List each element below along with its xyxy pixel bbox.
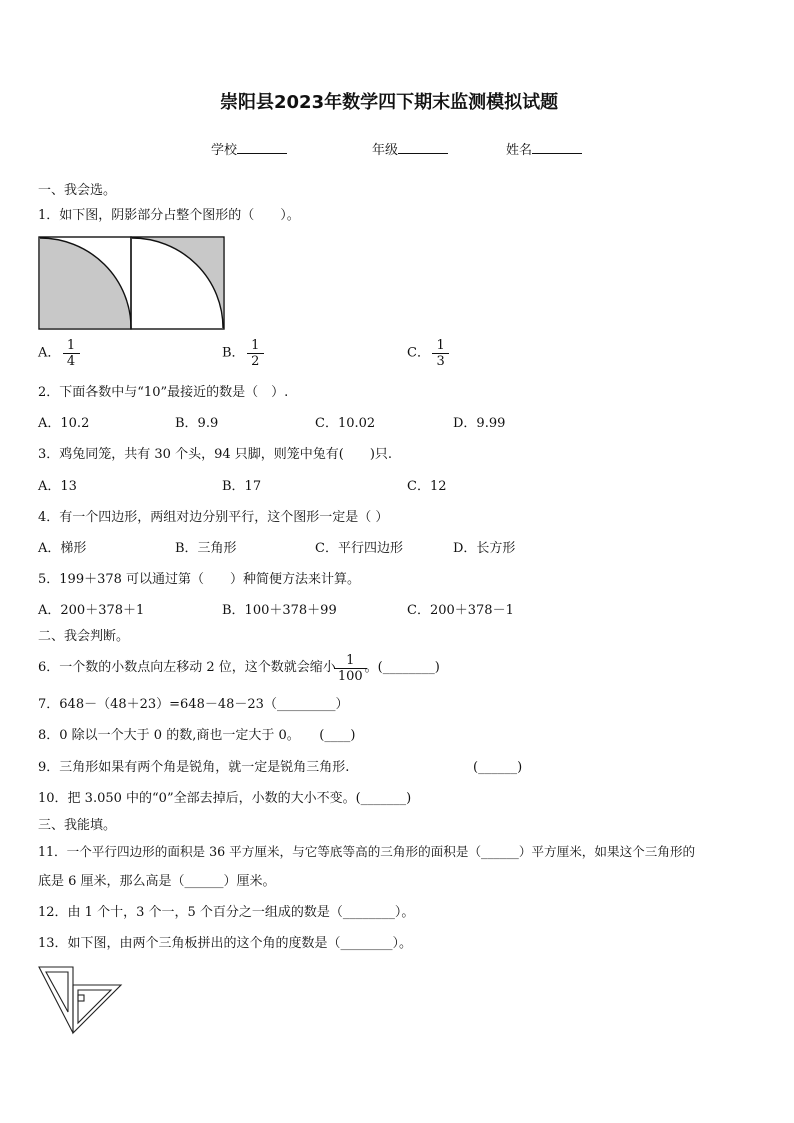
question-4-option-b[interactable]: B．三角形 <box>175 541 237 556</box>
question-1-stem: 1．如下图，阴影部分占整个图形的（ ）。 <box>38 208 300 223</box>
question-1-option-b[interactable] <box>222 338 262 369</box>
question-3-option-b[interactable]: B．17 <box>222 479 262 494</box>
grade-blank[interactable] <box>398 141 448 154</box>
question-8[interactable]: 8．0 除以一个大于 0 的数,商也一定大于 0。 (____) <box>38 728 356 743</box>
question-10[interactable]: 10．把 3.050 中的“0”全部去掉后，小数的大小不变。(_______) <box>38 791 412 806</box>
question-5-option-c[interactable]: C．200＋378－1 <box>407 603 514 618</box>
question-2-option-c[interactable]: C．10.02 <box>315 416 376 431</box>
question-11-line-2[interactable]: 底是 6 厘米，那么高是（______）厘米。 <box>38 874 276 889</box>
question-2-stem: 2．下面各数中与“10”最接近的数是（ ）. <box>38 385 289 400</box>
question-13[interactable]: 13．如下图，由两个三角板拼出的这个角的度数是（________）。 <box>38 936 413 951</box>
question-6-answer-blank[interactable]: 。(________) <box>364 660 440 675</box>
question-3-option-a[interactable]: A．13 <box>38 479 77 494</box>
school-blank[interactable] <box>237 141 287 154</box>
question-3-option-c[interactable]: C．12 <box>407 479 447 494</box>
fraction-one-hundredth: $\frac{1}{100}$ <box>336 653 365 684</box>
section-2-heading: 二、我会判断。 <box>38 629 130 644</box>
question-4-option-c[interactable]: C．平行四边形 <box>315 541 403 556</box>
question-5-option-b[interactable]: B．100＋378＋99 <box>222 603 337 618</box>
option-label: A． <box>38 345 61 361</box>
page-title: 崇阳县2023年数学四下期末监测模拟试题 <box>220 92 559 113</box>
section-1-heading: 一、我会选。 <box>38 183 117 198</box>
option-label: B． <box>222 345 245 361</box>
question-13-figure <box>37 965 127 1037</box>
question-4-option-d[interactable]: D．长方形 <box>453 541 516 556</box>
question-4-stem: 4．有一个四边形，两组对边分别平行，这个图形一定是（ ） <box>38 510 389 525</box>
question-6 <box>38 651 440 686</box>
option-label: C． <box>407 345 430 361</box>
question-2-option-a[interactable]: A．10.2 <box>38 416 90 431</box>
question-2-option-b[interactable]: B．9.9 <box>175 416 219 431</box>
question-1-option-c[interactable] <box>407 338 447 369</box>
set-square-b <box>73 985 121 1033</box>
question-5-option-a[interactable]: A．200＋378＋1 <box>38 603 145 618</box>
question-1-figure <box>38 236 226 332</box>
question-9-answer-blank[interactable]: (______) <box>473 760 523 775</box>
question-4-option-a[interactable]: A．梯形 <box>38 541 87 556</box>
school-field <box>211 141 287 159</box>
question-7[interactable]: 7．648－（48＋23）=648－48－23（_________） <box>38 697 349 712</box>
name-label: 姓名 <box>506 143 533 158</box>
question-12[interactable]: 12．由 1 个十，3 个一，5 个百分之一组成的数是（________）。 <box>38 905 415 920</box>
question-11-line-1[interactable]: 11．一个平行四边形的面积是 36 平方厘米，与它等底等高的三角形的面积是（______）平方厘米，如果这个三角形的 <box>38 844 696 859</box>
grade-label: 年级 <box>372 143 399 158</box>
question-9-stem: 9．三角形如果有两个角是锐角，就一定是锐角三角形. <box>38 760 350 775</box>
set-square-a <box>39 967 73 1033</box>
grade-field <box>372 141 448 159</box>
section-3-heading: 三、我能填。 <box>38 818 117 833</box>
name-blank[interactable] <box>532 141 582 154</box>
fraction-one-quarter: $\frac{1}{4}$ <box>65 338 78 369</box>
question-6-text: 6．一个数的小数点向左移动 2 位，这个数就会缩小 <box>38 660 336 675</box>
question-5-stem: 5．199＋378 可以通过第（ ）种简便方法来计算。 <box>38 572 361 587</box>
school-label: 学校 <box>211 143 238 158</box>
name-field <box>506 141 582 159</box>
question-3-stem: 3．鸡兔同笼，共有 30 个头，94 只脚，则笼中兔有( )只. <box>38 447 393 462</box>
fraction-one-third: $\frac{1}{3}$ <box>434 338 447 369</box>
question-1-option-a[interactable] <box>38 338 78 369</box>
fraction-one-half: $\frac{1}{2}$ <box>249 338 262 369</box>
question-2-option-d[interactable]: D．9.99 <box>453 416 506 431</box>
